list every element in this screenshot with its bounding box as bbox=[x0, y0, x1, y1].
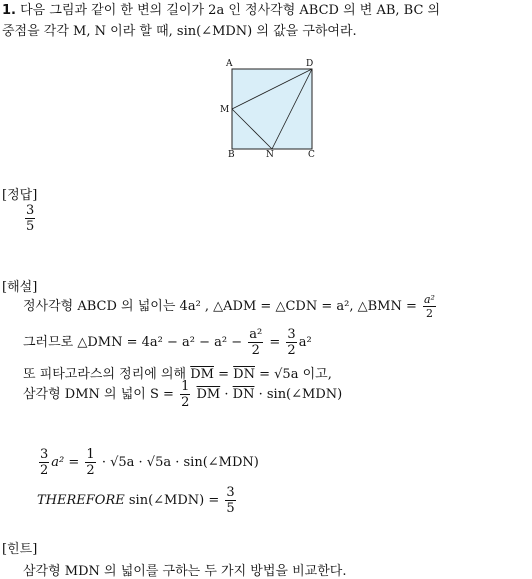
solution-line-6 bbox=[37, 486, 238, 515]
solution-l6-frac-den: 5 bbox=[226, 501, 235, 516]
hint-header: [힌트] bbox=[2, 542, 38, 557]
solution-l4-frac-den: 2 bbox=[181, 395, 190, 410]
solution-l5-frac-num: 3 bbox=[40, 447, 49, 462]
solution-l2-frac2-den: 2 bbox=[287, 343, 296, 358]
answer-numerator: 3 bbox=[26, 203, 35, 218]
solution-l2-eq: = bbox=[269, 335, 281, 350]
solution-l4-a: 삼각형 DMN 의 넓이 S = bbox=[23, 387, 174, 402]
hint-text: 삼각형 MDN 의 넓이를 구하는 두 가지 방법을 비교한다. bbox=[23, 564, 347, 579]
solution-l1-frac-num: a² bbox=[423, 293, 435, 306]
solution-l2-tail: a² bbox=[298, 335, 312, 350]
solution-line-2 bbox=[23, 328, 312, 357]
question-line-1 bbox=[2, 0, 440, 21]
question-text-1: 다음 그림과 같이 한 변의 길이가 2a 인 정사각형 ABCD 의 변 AB, BC 의 bbox=[20, 3, 441, 18]
square-figure bbox=[218, 57, 322, 159]
label-m: M bbox=[220, 105, 230, 115]
answer-header: [정답] bbox=[2, 188, 38, 203]
solution-l5-frac2-num: 1 bbox=[86, 447, 95, 462]
solution-l2-a: 그러므로 △DMN = 4a² − a² − a² − bbox=[23, 335, 243, 350]
solution-l3-dn: $\overline{DN}$ bbox=[233, 367, 255, 382]
solution-line-5 bbox=[37, 448, 259, 477]
solution-l3-tail: = √5a 이고, bbox=[259, 367, 332, 382]
label-b: B bbox=[228, 150, 235, 159]
solution-line-4 bbox=[23, 380, 342, 409]
label-a: A bbox=[226, 59, 233, 69]
solution-header: [해설] bbox=[2, 280, 38, 295]
solution-l6-frac-num: 3 bbox=[226, 485, 235, 500]
solution-l4-dn: $\overline{DN}$ bbox=[232, 387, 255, 402]
solution-l6-therefore: THEREFORE bbox=[37, 493, 125, 508]
solution-l3-eq: = bbox=[218, 367, 230, 382]
square-abcd bbox=[232, 69, 312, 149]
question-text-2: 중점을 각각 M, N 이라 할 때, sin(∠MDN) 의 값을 구하여라. bbox=[2, 24, 357, 39]
answer-fraction bbox=[23, 204, 37, 233]
label-n: N bbox=[266, 150, 274, 159]
solution-l6-a: sin(∠MDN) = bbox=[128, 493, 220, 508]
solution-l4-frac-num: 1 bbox=[181, 379, 190, 394]
solution-l4-mid: · bbox=[224, 387, 229, 402]
solution-line-1 bbox=[23, 294, 438, 319]
label-c: C bbox=[308, 150, 315, 159]
solution-l3-a: 또 피타고라스의 정리에 의해 bbox=[23, 367, 187, 382]
question-number: 1. bbox=[2, 3, 16, 18]
solution-l5-a: a² = bbox=[51, 455, 80, 470]
solution-l4-dm: $\overline{DM}$ bbox=[196, 387, 221, 402]
solution-l2-frac1-num: a² bbox=[249, 327, 263, 342]
solution-l3-dm: $\overline{DM}$ bbox=[190, 367, 214, 382]
answer-denominator: 5 bbox=[26, 219, 35, 234]
solution-l5-tail: · √5a · √5a · sin(∠MDN) bbox=[101, 455, 259, 470]
solution-l5-frac-den: 2 bbox=[40, 463, 49, 478]
question-line-2 bbox=[2, 21, 357, 42]
label-d: D bbox=[306, 59, 314, 69]
solution-l1-frac-den: 2 bbox=[425, 307, 433, 320]
solution-l2-frac2-num: 3 bbox=[287, 327, 296, 342]
solution-l5-frac2-den: 2 bbox=[86, 463, 95, 478]
solution-l2-frac1-den: 2 bbox=[251, 343, 260, 358]
solution-l1-text: 정사각형 ABCD 의 넓이는 4a² , △ADM = △CDN = a², △BMN = bbox=[23, 299, 417, 314]
solution-l4-tail: · sin(∠MDN) bbox=[258, 387, 343, 402]
